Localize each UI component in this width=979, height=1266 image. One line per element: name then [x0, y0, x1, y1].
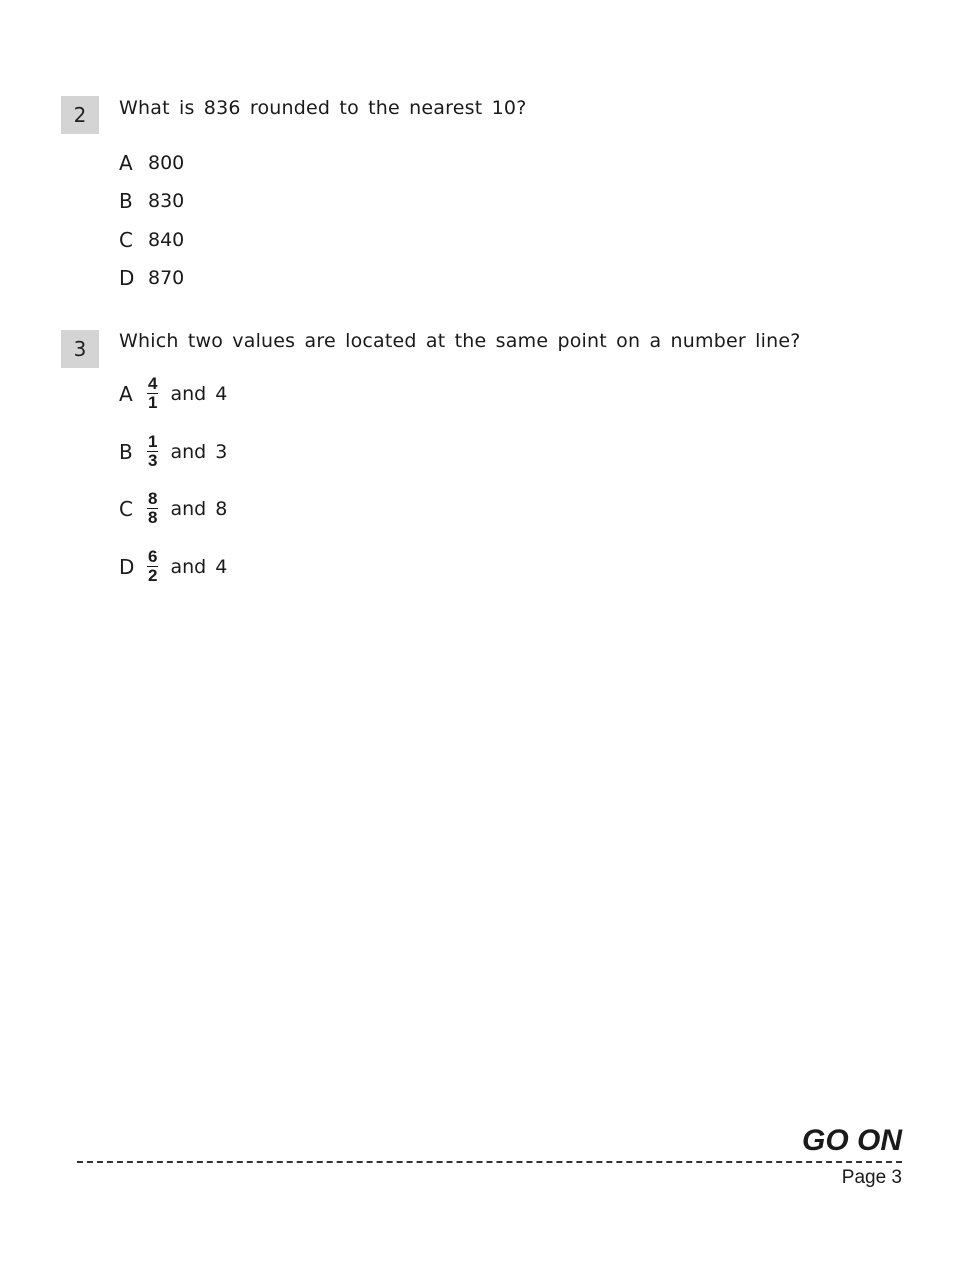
- go-on-label: GO ON: [801, 1124, 902, 1157]
- footer-divider: [77, 1161, 902, 1163]
- question-number-badge: [61, 96, 99, 134]
- choice-text: and 8: [170, 497, 228, 520]
- choice-letter: A: [119, 381, 133, 406]
- choice-letter: B: [119, 439, 133, 464]
- answer-choice[interactable]: [119, 434, 227, 469]
- choice-letter: A: [119, 151, 133, 175]
- fraction: [147, 549, 158, 584]
- fraction-numerator: 6: [148, 547, 158, 566]
- answer-choice[interactable]: [119, 189, 184, 213]
- question-number: 2: [73, 103, 87, 127]
- question-number-badge: [61, 330, 99, 368]
- choice-text: and 4: [170, 382, 228, 405]
- fraction-denominator: 2: [148, 566, 158, 585]
- fraction-numerator: 1: [148, 432, 158, 451]
- choice-letter: B: [119, 189, 133, 213]
- fraction: [147, 376, 158, 411]
- fraction: [147, 434, 158, 469]
- answer-choice[interactable]: [119, 151, 184, 175]
- fraction-denominator: 3: [148, 451, 158, 470]
- choice-text: 800: [148, 152, 185, 174]
- choice-text: and 3: [170, 440, 228, 463]
- answer-choice[interactable]: [119, 376, 227, 411]
- fraction-numerator: 4: [148, 374, 158, 393]
- page-number: Page 3: [841, 1167, 902, 1188]
- question-text: Which two values are located at the same point on a number line?: [119, 330, 801, 352]
- choice-text: 840: [148, 229, 185, 251]
- choice-letter: D: [119, 554, 135, 579]
- choice-letter: C: [119, 496, 133, 521]
- question-number: 3: [73, 337, 87, 361]
- question-text: What is 836 rounded to the nearest 10?: [119, 97, 527, 119]
- answer-choice[interactable]: [119, 491, 227, 526]
- choice-text: 830: [148, 190, 185, 212]
- choice-letter: C: [119, 228, 133, 252]
- choice-letter: D: [119, 266, 135, 290]
- fraction-denominator: 8: [148, 508, 158, 527]
- fraction: [147, 491, 158, 526]
- answer-choice[interactable]: [119, 549, 227, 584]
- answer-choice[interactable]: [119, 228, 184, 252]
- choice-text: and 4: [170, 555, 228, 578]
- fraction-numerator: 8: [148, 489, 158, 508]
- choice-text: 870: [148, 267, 185, 289]
- answer-choice[interactable]: [119, 266, 184, 290]
- fraction-denominator: 1: [148, 393, 158, 412]
